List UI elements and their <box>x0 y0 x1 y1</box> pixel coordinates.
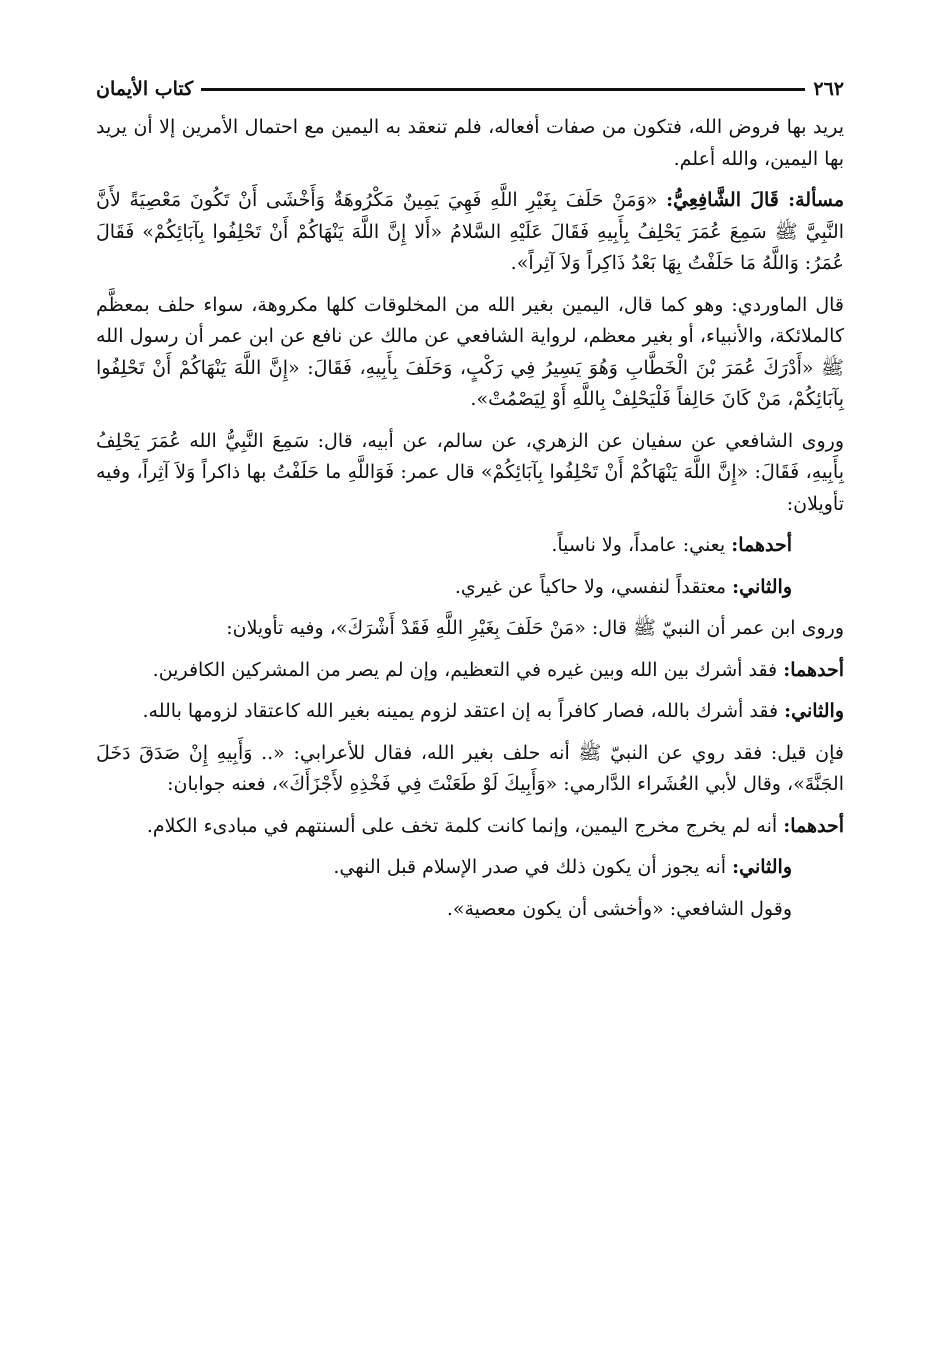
paragraph-label: أحدهما: <box>783 814 844 837</box>
paragraph-text: معتقداً لنفسي، ولا حاكياً عن غيري. <box>454 575 727 598</box>
paragraph-1 <box>96 112 844 175</box>
paragraph-text: فقد أشرك بين الله وبين غيره في التعظيم، وإن لم يصر من المشركين الكافرين. <box>152 658 778 681</box>
paragraph-label: والثاني: <box>732 575 792 598</box>
page-number: ٢٦٢ <box>813 78 844 100</box>
paragraph-text: أنه يجوز أن يكون ذلك في صدر الإسلام قبل النهي. <box>333 856 727 878</box>
paragraph-text: يريد بها فروض الله، فتكون من صفات أفعاله، فلم تنعقد به اليمين مع احتمال الأمرين إلا أن يريد بها اليمين، والله أعلم. <box>96 116 844 170</box>
paragraph-label: أحدهما: <box>731 534 792 556</box>
paragraph-text: قال الماوردي: وهو كما قال، اليمين بغير الله من المخلوقات كلها مكروهة، سواء حلف بمعظَّم كالملائكة، والأنبياء، أو بغير معظم، لرواية الشافعي عن مالك عن نافع عن ابن عمر أن رسول الله ﷺ «أَدْرَكَ عُمَرَ بْنَ الْخَطَّابِ وَهُوَ يَسِيرُ فِي رَكْبٍ، وَحَلَفَ بِأَبِيهِ، فَقَالَ: «إِنَّ اللَّهَ يَنْهَاكُمْ أَنْ تَحْلِفُوا بِآبَائِكُمْ، مَنْ كَانَ حَالِفاً فَلْيَحْلِفْ بِاللَّهِ أَوْ لِيَصْمُتْ». <box>96 293 844 410</box>
paragraph-text: وقول الشافعي: «وأخشى أن يكون معصية». <box>446 897 792 920</box>
paragraph-text: وروى ابن عمر أن النبيّ ﷺ قال: «مَنْ حَلَفَ بِغَيْرِ اللَّهِ فَقَدْ أَشْرَكَ»، وفيه تأويلان: <box>226 617 844 639</box>
paragraph-objection <box>96 738 844 801</box>
paragraph-taweel-1b <box>96 572 844 604</box>
paragraph-closing <box>96 894 844 926</box>
paragraph-label: أحدهما: <box>783 658 844 681</box>
paragraph-label: والثاني: <box>732 856 792 878</box>
paragraph-text: يعني: عامداً، ولا ناسياً. <box>551 534 726 556</box>
page-header <box>96 70 844 108</box>
paragraph-answer-2 <box>96 852 844 884</box>
paragraph-text: فقد أشرك بالله، فصار كافراً به إن اعتقد لزوم يمينه بغير الله كاعتقاد لزومها بالله. <box>142 700 779 722</box>
paragraph-taweel-2b <box>96 696 844 728</box>
page <box>96 70 844 935</box>
header-rule <box>201 88 805 91</box>
paragraph-answer-1 <box>96 811 844 843</box>
paragraph-taweel-1a <box>96 530 844 562</box>
paragraph-masala <box>96 185 844 280</box>
paragraph-riwaya-1 <box>96 426 844 521</box>
paragraph-text: أنه لم يخرج مخرج اليمين، وإنما كانت كلمة تخف على ألسنتهم في مبادىء الكلام. <box>146 814 778 837</box>
paragraph-text: فإن قيل: فقد روي عن النبيّ ﷺ أنه حلف بغير الله، فقال للأعرابي: «.. وَأَبِيهِ إِنْ صَدَقَ دَخَلَ الجَنَّةَ»، وقال لأبي العُشَراء الدَّارمي: «وَأَبِيكَ لَوْ طَعَنْتَ فِي فَخْذِهِ لأَجْزَأَكَ»، فعنه جوابان: <box>96 741 844 795</box>
paragraph-taweel-2a <box>96 655 844 687</box>
paragraph-label: والثاني: <box>784 700 844 722</box>
paragraph-text: وروى الشافعي عن سفيان عن الزهري، عن سالم، عن أبيه، قال: سَمِعَ النَّبِيُّ الله عُمَرَ يَحْلِفُ بِأَبِيهِ، فَقَالَ: «إِنَّ اللَّهَ يَنْهَاكُمْ أَنْ تَحْلِفُوا بِآبَائِكُمْ» قال عمر: فَوَاللَّهِ ما حَلَفْتُ بها ذاكراً وَلاَ آثِراً، وفيه تأويلان: <box>96 429 844 515</box>
paragraph-riwaya-2 <box>96 613 844 645</box>
paragraph-label: مسألة: قَالَ الشَّافِعِيُّ: <box>666 189 845 211</box>
paragraph-text: «وَمَنْ حَلَفَ بِغَيْرِ اللَّهِ فَهِيَ يَمِينٌ مَكْرُوهَةٌ وَأَخْشَى أَنْ تَكُونَ مَعْصِيَةً لأَنَّ النَّبِيَّ ﷺ سَمِعَ عُمَرَ يَحْلِفُ بِأَبِيهِ فَقَالَ عَلَيْهِ السَّلامُ «أَلا إِنَّ اللَّهَ يَنْهَاكُمْ أَنْ تَحْلِفُوا بِآبَائِكُمْ» فَقَالَ عُمَرُ: وَاللَّهُ مَا حَلَفْتُ بِهَا بَعْدُ ذَاكِراً وَلاَ آثِراً». <box>96 189 844 274</box>
chapter-title: كتاب الأيمان <box>96 78 194 100</box>
paragraph-mawardi <box>96 290 844 416</box>
